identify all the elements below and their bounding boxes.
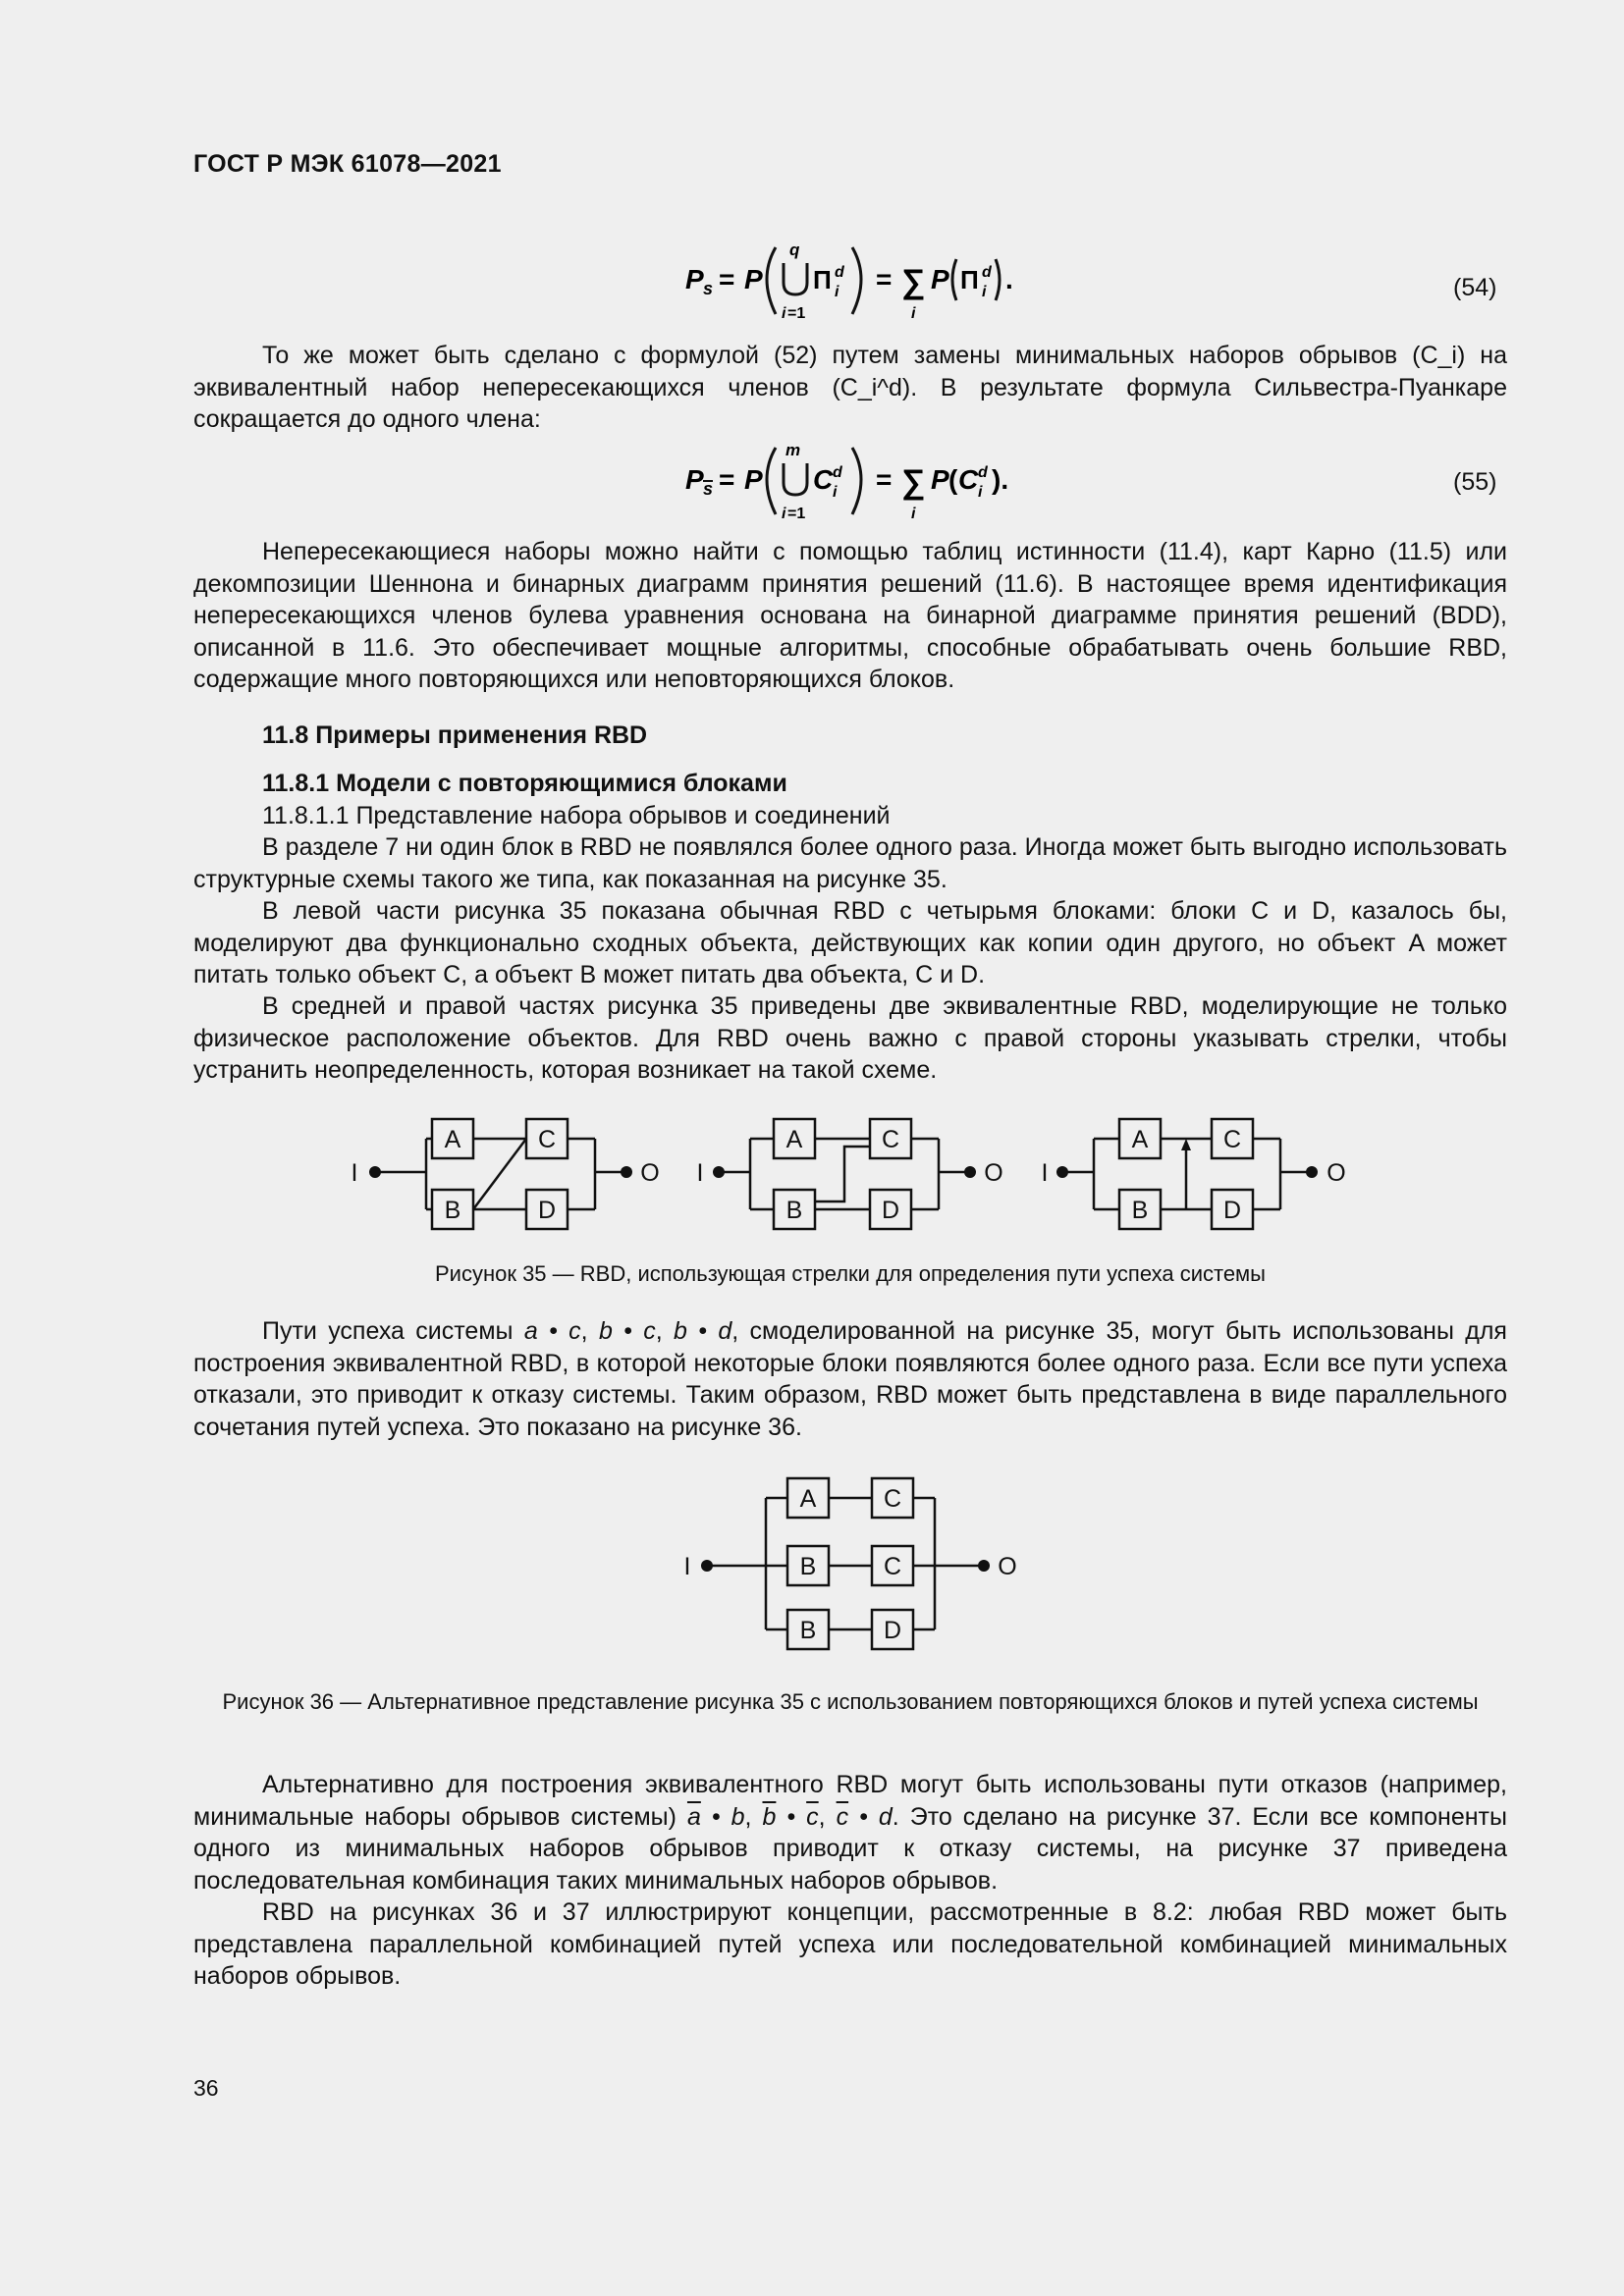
fig35-mid-in: I <box>696 1159 704 1187</box>
equation-number-55: (55) <box>1453 468 1497 496</box>
svg-text:C: C <box>881 1126 900 1153</box>
svg-text:i: i <box>782 506 786 522</box>
svg-text:A: A <box>444 1126 461 1153</box>
paragraph-1: То же может быть сделано с формулой (52) путем замены минимальных наборов обрывов (C_i) на эквивалентный набор непересекающихся членов (C_i^d). В результате формула Сильвестра-Пуанкаре сокращается до одного члена: <box>193 342 1507 433</box>
svg-text:C: C <box>813 464 834 495</box>
figure-35 <box>334 1101 1365 1239</box>
figure-36 <box>677 1472 1031 1669</box>
fig35-mid-out: O <box>984 1159 1003 1187</box>
svg-text:P: P <box>744 264 763 294</box>
svg-text:D: D <box>537 1197 557 1224</box>
svg-text:i: i <box>911 506 916 522</box>
fig36-in: I <box>683 1553 691 1580</box>
svg-text:∑: ∑ <box>901 263 926 300</box>
svg-text:P: P <box>685 264 704 294</box>
svg-text:P: P <box>744 464 763 495</box>
paragraph-5: В средней и правой частях рисунка 35 приведены две эквивалентные RBD, моделирующие не только физическое расположение объектов. Для RBD очень важно с правой стороны указывать стрелки, чтобы устранить неопределенность, которая возникает на такой схеме. <box>193 992 1507 1084</box>
svg-text:=: = <box>719 464 735 495</box>
fig35-arrow-icon <box>1181 1139 1191 1150</box>
fig35-right-in: I <box>1041 1159 1049 1187</box>
fig35-left-out: O <box>640 1159 660 1187</box>
svg-text:C: C <box>958 464 979 495</box>
svg-text:A: A <box>799 1485 817 1513</box>
svg-text:(: ( <box>948 464 958 495</box>
paragraph-2: Непересекающиеся наборы можно найти с помощью таблиц истинности (11.4), карт Карно (11.5) или декомпозиции Шеннона и бинарных диаграмм принятия решений (11.6). В настоящее время идентификация непересекающихся членов булева уравнения основана на бинарной диаграмме принятия решений (BDD), описанной в 11.6. Это обеспечивает мощные алгоритмы, способные обрабатывать очень большие RBD, содержащие много повторяющихся или неповторяющихся блоков. <box>193 538 1507 693</box>
svg-text:i: i <box>782 305 786 322</box>
paragraph-7: Альтернативно для построения эквивалентного RBD могут быть использованы пути отказов (например, минимальные наборы обрывов системы) $\overline{a}$ • b, $\overline{b}$ • $\overline{c}$, $\overline{c}$ • d. Это сделано на рисунке 37. Если все компоненты одного из минимальных наборов обрывов приводит к отказу системы, на рисунке 37 приведена последовательная комбинация таких минимальных наборов обрывов. <box>193 1771 1507 1895</box>
svg-text:Π: Π <box>960 265 979 294</box>
document-header: ГОСТ Р МЭК 61078—2021 <box>193 150 502 178</box>
svg-text:=: = <box>876 264 893 294</box>
svg-text:B: B <box>799 1553 817 1580</box>
svg-text:i: i <box>982 284 987 300</box>
svg-text:C: C <box>537 1126 557 1153</box>
section-heading-11-8: 11.8 Примеры применения RBD <box>262 721 648 749</box>
svg-text:q: q <box>789 240 800 259</box>
svg-text:C: C <box>883 1485 902 1513</box>
svg-text:).: ). <box>992 464 1009 495</box>
paragraph-3: В разделе 7 ни один блок в RBD не появлялся более одного раза. Иногда может быть выгодно использовать структурные схемы такого же типа, как показанная на рисунке 35. <box>193 833 1507 893</box>
section-heading-11-8-1: 11.8.1 Модели с повторяющимися блоками <box>262 770 787 797</box>
svg-text:B: B <box>799 1617 817 1644</box>
paragraph-8: RBD на рисунках 36 и 37 иллюстрируют концепции, рассмотренные в 8.2: любая RBD может быть представлена параллельной комбинацией путей успеха или последовательной комбинацией минимальных наборов обрывов. <box>193 1898 1507 1990</box>
svg-text:.: . <box>1005 264 1013 294</box>
svg-text:B: B <box>785 1197 803 1224</box>
svg-text:D: D <box>883 1617 902 1644</box>
svg-text:s: s <box>703 279 714 298</box>
figure-35-caption: Рисунок 35 — RBD, использующая стрелки для определения пути успеха системы <box>434 1261 1266 1286</box>
svg-text:D: D <box>1222 1197 1242 1224</box>
svg-text:C: C <box>1222 1126 1242 1153</box>
svg-text:d: d <box>833 464 842 481</box>
svg-text:m: m <box>785 441 801 459</box>
svg-text:i: i <box>833 484 838 501</box>
svg-text:P: P <box>685 464 704 495</box>
page-number: 36 <box>193 2075 219 2101</box>
svg-text:C: C <box>883 1553 902 1580</box>
paragraph-4: В левой части рисунка 35 показана обычная RBD с четырьмя блоками: блоки C и D, казалось бы, моделируют два функционально сходных объекта, действующих как копии один другого, но объект A может питать только объект C, а объект B может питать два объекта, C и D. <box>193 897 1507 988</box>
equation-number-54: (54) <box>1453 274 1497 301</box>
fig35-right-out: O <box>1326 1159 1346 1187</box>
subsection-11-8-1-1: 11.8.1.1 Представление набора обрывов и соединений <box>262 802 891 829</box>
svg-text:=: = <box>719 264 735 294</box>
fig36-out: O <box>998 1553 1017 1580</box>
svg-text:B: B <box>444 1197 461 1224</box>
svg-text:A: A <box>785 1126 803 1153</box>
svg-text:d: d <box>835 264 844 281</box>
svg-text:∑: ∑ <box>901 463 926 501</box>
svg-text:d: d <box>978 464 988 481</box>
svg-text:d: d <box>982 264 992 281</box>
svg-text:B: B <box>1131 1197 1149 1224</box>
svg-text:P: P <box>931 464 949 495</box>
svg-text:i: i <box>978 484 983 501</box>
svg-text:A: A <box>1131 1126 1149 1153</box>
equation-54 <box>677 234 1031 322</box>
svg-text:D: D <box>881 1197 900 1224</box>
svg-text:P: P <box>931 264 949 294</box>
svg-text:i: i <box>835 284 839 300</box>
svg-text:=1: =1 <box>787 506 806 522</box>
svg-text:s: s <box>703 479 714 499</box>
equation-55 <box>677 434 1031 522</box>
svg-text:Π: Π <box>813 265 832 294</box>
svg-text:i: i <box>911 305 916 322</box>
figure-36-caption: Рисунок 36 — Альтернативное представление рисунка 35 с использованием повторяющихся блоков и путей успеха системы <box>222 1689 1479 1714</box>
paragraph-6: Пути успеха системы a • c, b • c, b • d, смоделированной на рисунке 35, могут быть использованы для построения эквивалентной RBD, в которой некоторые блоки появляются более одного раза. Если все пути успеха отказали, это приводит к отказу системы. Таким образом, RBD может быть представлена в виде параллельного сочетания путей успеха. Это показано на рисунке 36. <box>193 1317 1507 1441</box>
svg-text:=: = <box>876 464 893 495</box>
svg-text:=1: =1 <box>787 305 806 322</box>
fig35-left-in: I <box>351 1159 358 1187</box>
